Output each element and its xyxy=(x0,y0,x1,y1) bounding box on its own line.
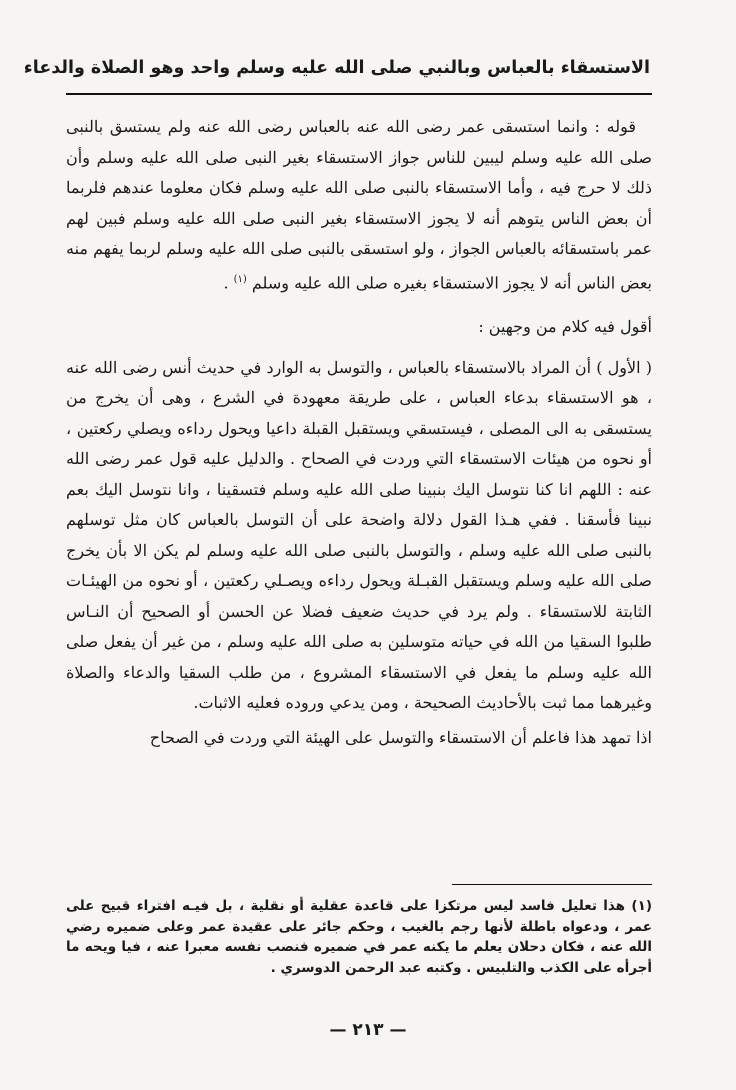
page-number: — ٢١٣ — xyxy=(329,1020,407,1040)
paragraph-intro: أقول فيه كلام من وجهين : xyxy=(478,317,652,337)
paragraph-quote xyxy=(66,112,652,298)
paragraph-continuation: اذا تمهد هذا فاعلم أن الاستسقاء والتوسل على الهيئة التي وردت في الصحاح xyxy=(149,727,652,747)
header-rule xyxy=(66,93,652,95)
quote-end: . xyxy=(223,272,234,292)
footnote: (١) هذا تعليل فاسد ليس مرتكزا على قاعدة عقلية أو نقلية ، بل فيـه افتراء قبيح على عمر ، ودعواه باطلة لأنها رجم بالغيب ، وحكم جائر على عقيدة عمر وعلى ضميره رضي الله عنه ، فكان دحلان يعلم ما يكنه عمر في ضميره فنصب نفسه معبرا عنه ، فيا ويحه ما أجرأه على الكذب والتلبيس . وكتبه عبد الرحمن الدوسري . xyxy=(66,898,652,976)
footnote-rule xyxy=(452,884,652,885)
footnote-marker: (١) xyxy=(233,273,247,285)
main-text xyxy=(66,112,652,753)
paragraph-first-point: ( الأول ) أن المراد بالاستسقاء بالعباس ، والتوسل به الوارد في حديث أنس رضى الله عنه ، هو الاستسقاء بدعاء العباس ، على طريقة معهودة في الشرع ، وهى أن يخرج من يستسقى به الى المصلى ، فيستسقي ويستقبل القبلة داعيا ويحول رداءه ويصلي ركعتين ، أو نحوه من هيئات الاستسقاء التي وردت في الصحاح . والدليل عليه قول عمر رضى الله عنه : اللهم انا كنا نتوسل اليك بنبينا صلى الله عليه وسلم فتسقينا ، وانا نتوسل اليك بعم نبينا فأسقنا . ففي هـذا القول دلالة واضحة على أن التوسل بالعباس كان مثل توسلهم بالنبى صلى الله عليه وسلم ، والتوسل بالنبى صلى الله عليه وسلم لم يكن الا بأن يخرج صلى الله عليه وسلم ويستقبل القبـلة ويحول رداءه ويصـلي ركعتين ، أو نحوه من الهيئـات الثابتة للاستسقاء . ولم يرد في حديث ضعيف فضلا عن الحسن أو الصحيح أن النـاس طلبوا السقيا من الله في حياته متوسلين به صلى الله عليه وسلم ، من غير أن يفعل صلى الله عليه وسلم ما يفعل في الاستسقاء المشروع ، من طلب السقيا والدعاء والصلاة وغيرهما مما ثبت بالأحاديث الصحيحة ، ومن يدعي وروده فعليه الاثبات. xyxy=(66,357,653,713)
quote-text: قوله : وانما استسقى عمر رضى الله عنه بالعباس رضى الله عنه ولم يستسق بالنبى صلى الله عليه وسلم ليبين للناس جواز الاستسقاء بغير النبى صلى الله عليه وسلم وأن ذلك لا حرج فيه ، وأما الاستسقاء بالنبى صلى الله عليه وسلم فكان معلوما عندهم فلربما أن بعض الناس يتوهم أنه لا يجوز الاستسقاء بغير النبى صلى الله عليه وسلم فبين لهم عمر باستسقائه بالعباس الجواز ، ولو استسقى بالنبى صلى الله عليه وسلم لربما يفهم منه بعض الناس أنه لا يجوز الاستسقاء بغيره صلى الله عليه وسلم xyxy=(66,117,653,292)
running-header: الاستسقاء بالعباس وبالنبي صلى الله عليه وسلم واحد وهو الصلاة والدعاء xyxy=(23,58,650,78)
